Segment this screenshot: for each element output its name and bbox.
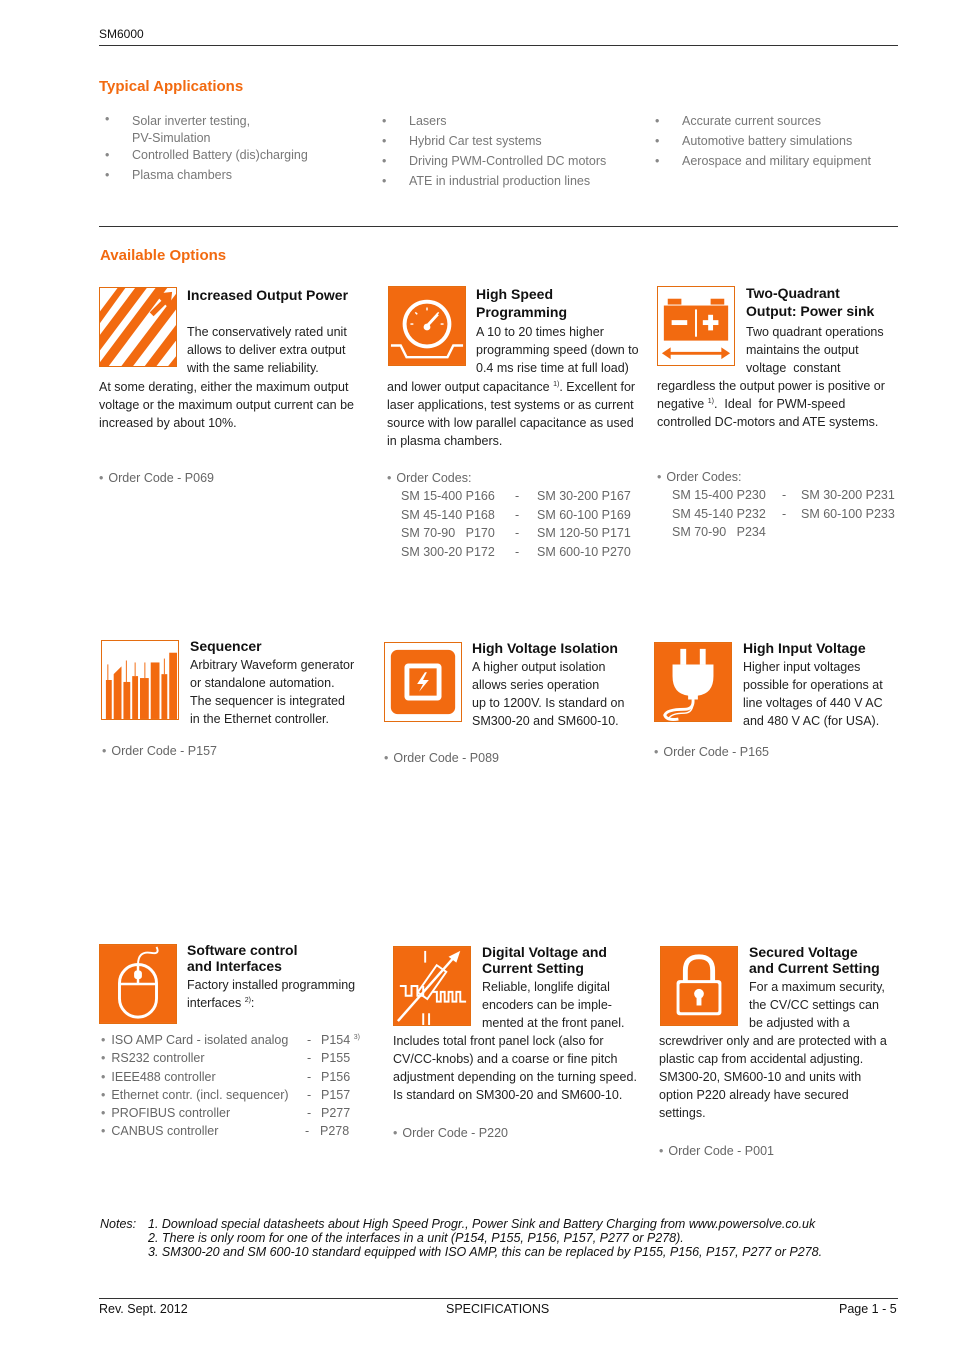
order-code: • Order Code - P089 bbox=[384, 749, 499, 767]
option-description-continued: regardless the output power is positive or negative $^{1)}$. Ideal for PWM-speed controlled DC-motors and ATE systems. bbox=[657, 379, 885, 429]
option-description: Reliable, longlife digital encoders can be imple- mented at the front panel. bbox=[482, 980, 625, 1030]
option-title: Increased Output Power bbox=[187, 287, 349, 303]
order-code: • Order Code - P165 bbox=[654, 743, 769, 761]
option-description: For a maximum security, the CV/CC settings can be adjusted with a bbox=[749, 980, 885, 1030]
table-row: SM 15-400 P166 - SM 30-200 P167 bbox=[401, 489, 631, 503]
order-code: • Order Code - P069 bbox=[99, 469, 214, 487]
list-item: • ATE in industrial production lines bbox=[376, 171, 636, 191]
sequencer-waveform-icon bbox=[101, 640, 179, 720]
list-item: • IEEE488 controller - P156 bbox=[101, 1068, 371, 1086]
notes-label: Notes: bbox=[100, 1217, 137, 1231]
list-item: • PROFIBUS controller - P277 bbox=[101, 1104, 371, 1122]
list-item: • Aerospace and military equipment bbox=[649, 151, 909, 171]
option-title: High Speed Programming bbox=[476, 286, 568, 320]
order-code: • Order Code - P157 bbox=[102, 742, 217, 760]
option-title: Sequencer bbox=[190, 638, 262, 654]
interfaces-list bbox=[101, 1031, 371, 1141]
applications-column-3 bbox=[649, 111, 909, 171]
high-voltage-isolation-icon bbox=[384, 642, 462, 722]
table-row: SM 300-20 P172 - SM 600-10 P270 bbox=[401, 544, 631, 559]
padlock-icon bbox=[660, 946, 738, 1026]
option-description-continued: and lower output capacitance $^{1)}$. Excellent for laser applications, test systems or as current source with low parallel capacitance as used in plasma chambers. bbox=[387, 380, 636, 448]
option-description: Two quadrant operations maintains the output voltage constant bbox=[746, 325, 884, 375]
list-item: • Automotive battery simulations bbox=[649, 131, 909, 151]
speedometer-icon bbox=[388, 286, 466, 366]
option-description-continued: screwdriver only and are protected with a plastic cap from accidental adjusting. SM300-20, SM600-10 and units with option P220 already have secured settings. bbox=[659, 1034, 887, 1120]
two-quadrant-battery-icon bbox=[657, 286, 735, 366]
list-item: • Driving PWM-Controlled DC motors bbox=[376, 151, 636, 171]
option-title: Secured Voltage and Current Setting bbox=[749, 944, 880, 976]
option-description: Arbitrary Waveform generator or standalone automation. The sequencer is integrated in the Ethernet controller. bbox=[190, 658, 355, 726]
list-item: • Controlled Battery (dis)charging bbox=[99, 145, 359, 165]
table-row: SM 70-90 P234 bbox=[672, 525, 766, 539]
list-item: • Solar inverter testing, PV-Simulation bbox=[99, 111, 359, 148]
table-row: SM 70-90 P170 - SM 120-50 P171 bbox=[401, 526, 631, 540]
order-code: • Order Code - P001 bbox=[659, 1142, 774, 1160]
order-codes-table bbox=[401, 487, 651, 561]
option-description: Factory installed programming interfaces $^{2)}$: bbox=[187, 978, 356, 1010]
revision-date: Rev. Sept. 2012 bbox=[99, 1302, 188, 1316]
option-title: High Input Voltage bbox=[743, 640, 866, 656]
option-title: Digital Voltage and Current Setting bbox=[482, 944, 607, 976]
page-number: Page 1 - 5 bbox=[839, 1302, 897, 1316]
applications-column-1 bbox=[99, 111, 359, 185]
list-item: • Plasma chambers bbox=[99, 165, 359, 185]
option-description-continued: Includes total front panel lock (also for CV/CC-knobs) and a coarse or fine pitch adjustment depending on the turning speed. Is standard on SM300-20 and SM600-10. bbox=[393, 1034, 637, 1102]
digital-encoder-icon bbox=[393, 946, 471, 1026]
list-item: • RS232 controller - P155 bbox=[101, 1049, 371, 1067]
footer-section: SPECIFICATIONS bbox=[446, 1302, 550, 1316]
applications-column-2 bbox=[376, 111, 636, 191]
order-codes-label: • Order Codes: bbox=[657, 468, 741, 486]
order-code: • Order Code - P220 bbox=[393, 1124, 508, 1142]
section-rule bbox=[99, 226, 898, 227]
option-title: Software control and Interfaces bbox=[187, 942, 298, 974]
list-item: • Accurate current sources bbox=[649, 111, 909, 131]
available-options-title: Available Options bbox=[100, 247, 227, 264]
option-description: Higher input voltages possible for operations at line voltages of 440 V AC and 480 V AC (for USA). bbox=[743, 660, 883, 728]
computer-mouse-icon bbox=[99, 944, 177, 1024]
order-codes-label: • Order Codes: bbox=[387, 469, 471, 487]
document-model: SM6000 bbox=[99, 27, 144, 41]
table-row: SM 45-140 P168 - SM 60-100 P169 bbox=[401, 507, 631, 522]
list-item: • Lasers bbox=[376, 111, 636, 131]
list-item: • CANBUS controller - P278 bbox=[101, 1122, 371, 1140]
list-item: • ISO AMP Card - isolated analog - P154 $^{3)}$ bbox=[101, 1031, 371, 1049]
header-rule bbox=[99, 45, 898, 46]
option-description: A higher output isolation allows series operation up to 1200V. Is standard on SM300-20 and SM600-10. bbox=[472, 660, 625, 728]
power-plug-icon bbox=[654, 642, 732, 722]
footer-rule bbox=[99, 1298, 898, 1299]
list-item: • Ethernet contr. (incl. sequencer) - P157 bbox=[101, 1086, 371, 1104]
note-item: 2. There is only room for one of the interfaces in a unit (P154, P155, P156, P157, P277 or P278). bbox=[148, 1231, 684, 1245]
option-title: Two-Quadrant Output: Power sink bbox=[746, 285, 875, 319]
table-row: SM 15-400 P230 - SM 30-200 P231 bbox=[672, 488, 895, 502]
note-item: 3. SM300-20 and SM 600-10 standard equipped with ISO AMP, this can be replaced by P155, P156, P157, P277 or P278. bbox=[148, 1245, 823, 1259]
note-item: 1. Download special datasheets about High Speed Progr., Power Sink and Battery Charging from www.powersolve.co.uk bbox=[148, 1217, 816, 1231]
option-title: High Voltage Isolation bbox=[472, 640, 618, 656]
table-row: SM 45-140 P232 - SM 60-100 P233 bbox=[672, 506, 895, 521]
option-description: A 10 to 20 times higher programming speed (down to 0.4 ms rise time at full load) bbox=[476, 325, 639, 375]
increased-power-icon bbox=[99, 287, 177, 367]
option-description-continued: At some derating, either the maximum output voltage or the maximum output current can be increased by about 10%. bbox=[99, 380, 354, 430]
typical-applications-title: Typical Applications bbox=[99, 78, 244, 95]
order-codes-table bbox=[672, 486, 912, 542]
list-item: • Hybrid Car test systems bbox=[376, 131, 636, 151]
option-description: The conservatively rated unit allows to deliver extra output with the same reliability. bbox=[187, 325, 347, 375]
